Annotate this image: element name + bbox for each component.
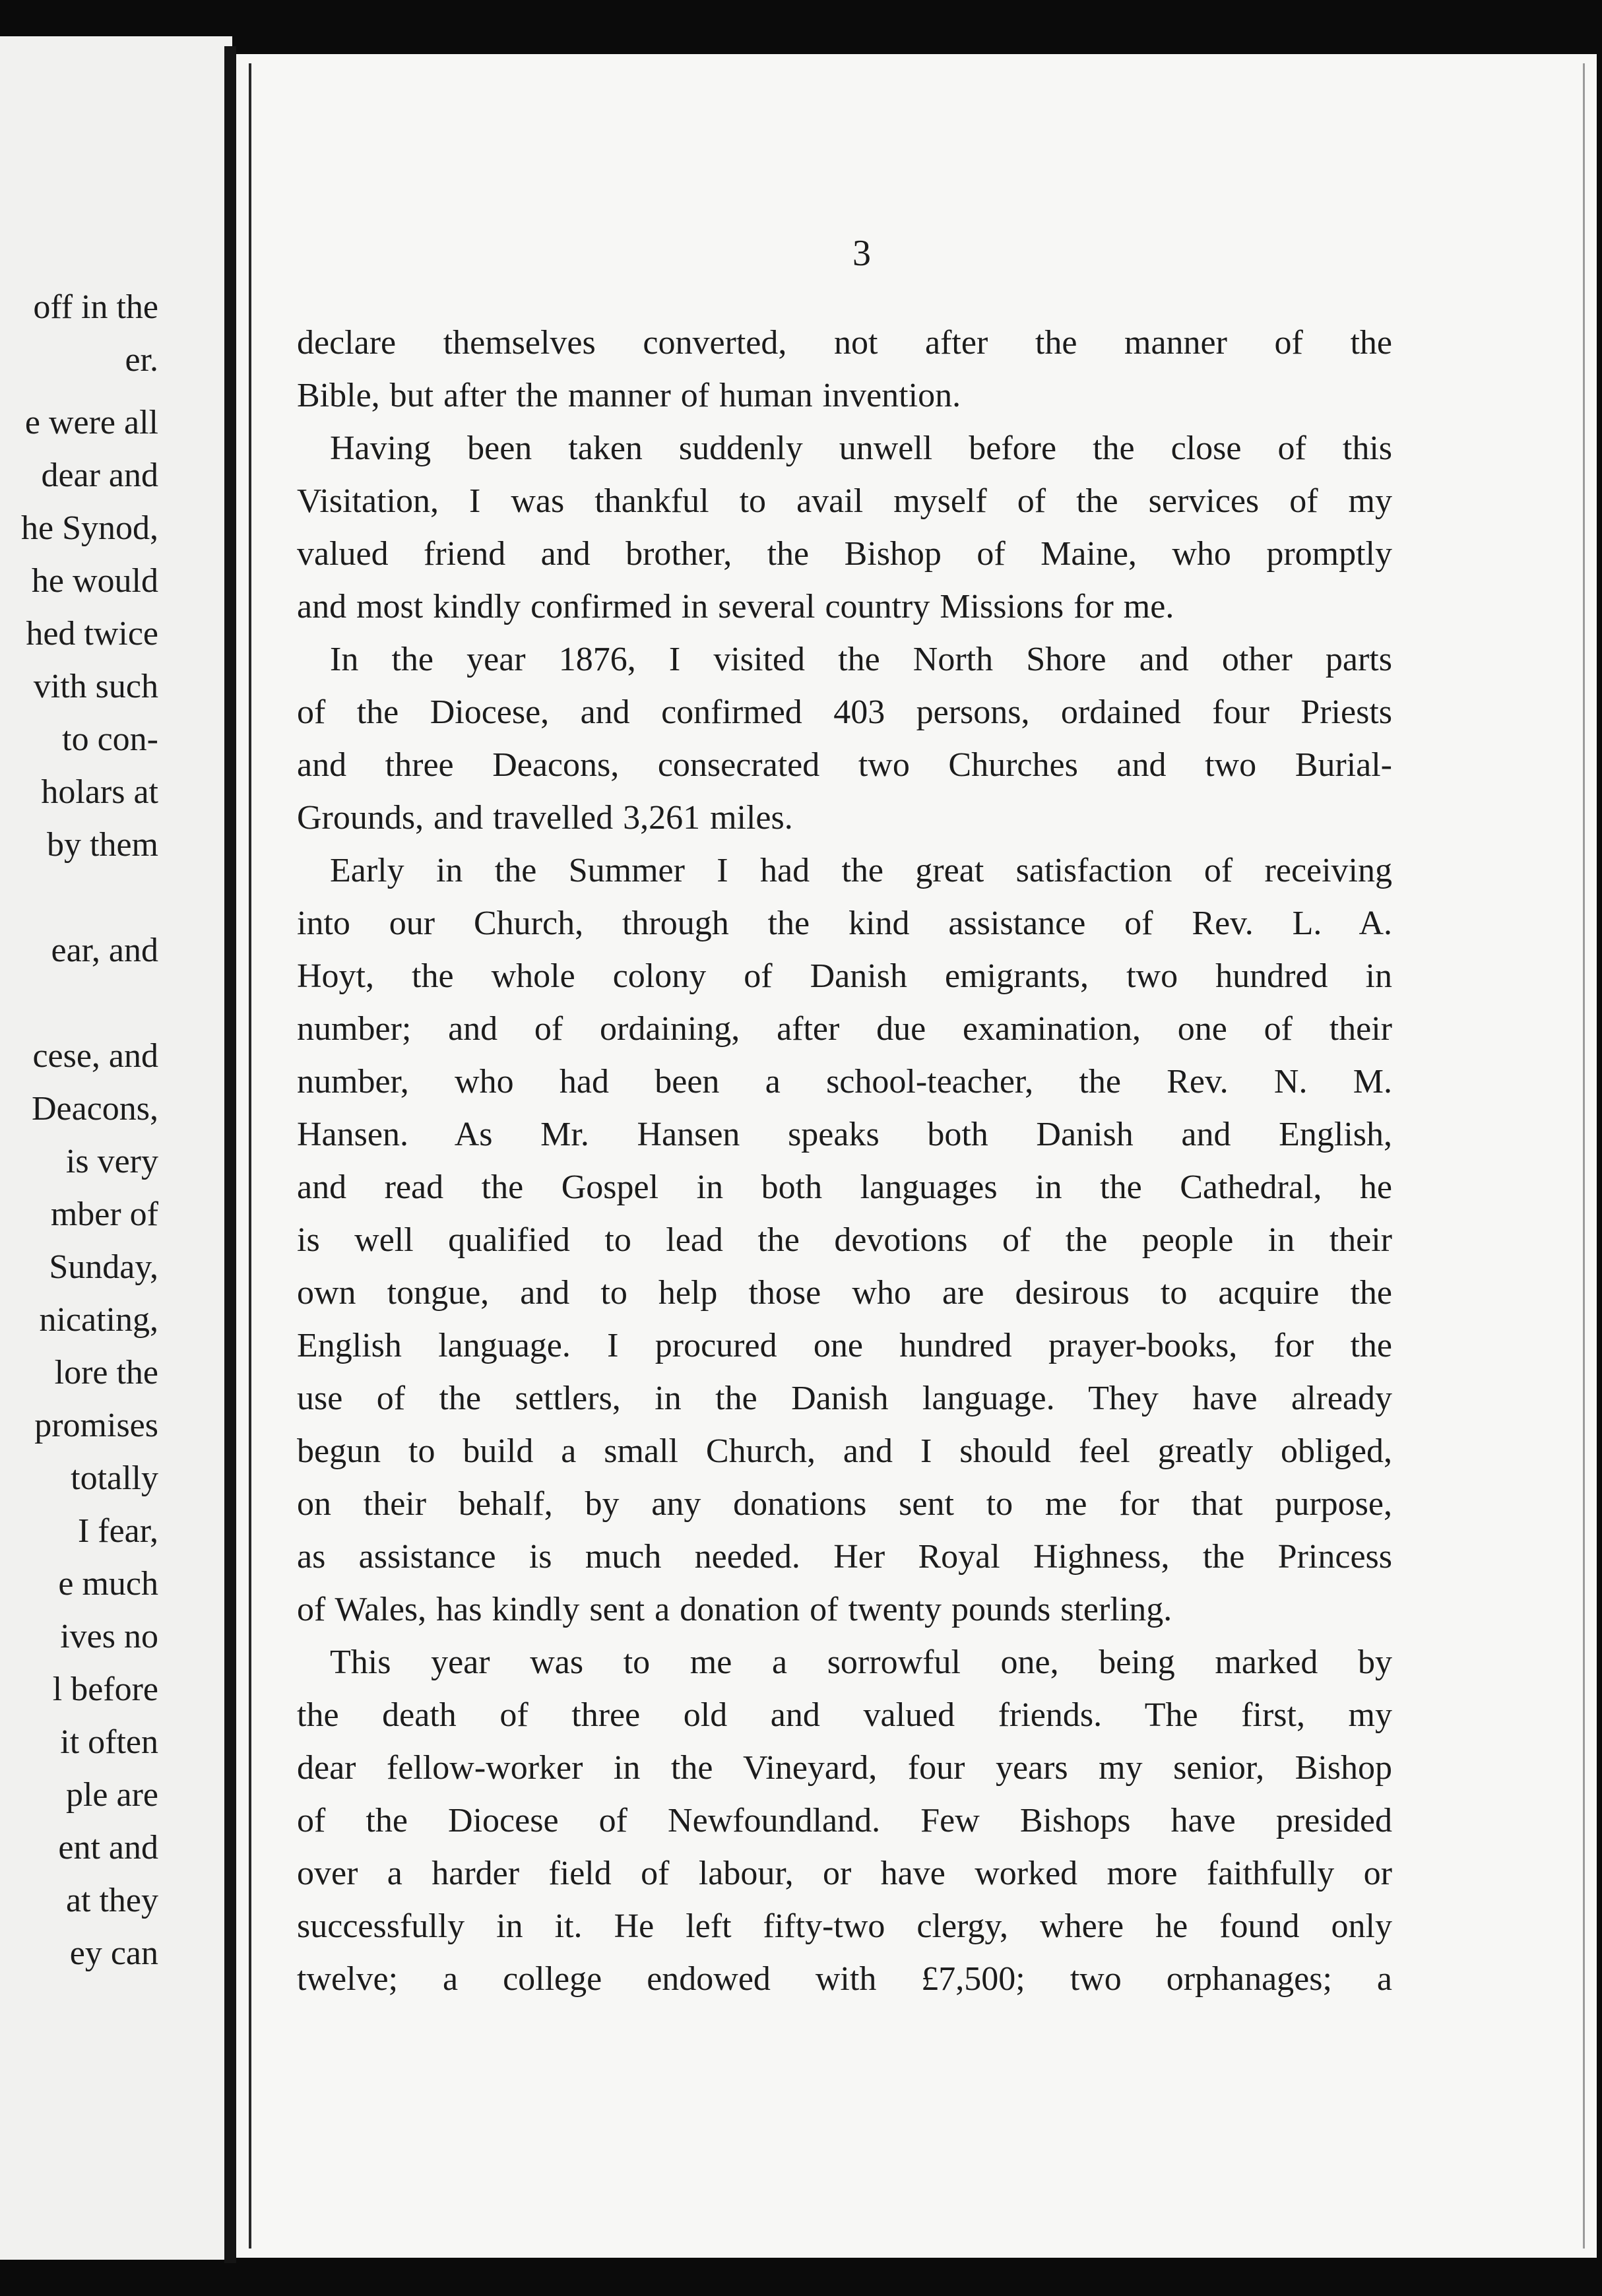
text-line: on their behalf, by any donations sent to me for that purpose, [297,1485,1392,1523]
previous-page-strip [0,36,232,2260]
body-text [297,317,1392,2006]
text-line: over a harder field of labour, or have worked more faithfully or [297,1855,1392,1892]
text-line: number, who had been a school-teacher, the Rev. N. M. [297,1063,1392,1100]
left-page-fragment: he would [31,562,158,600]
left-page-fragment: ear, and [51,932,158,969]
left-page-fragment: Deacons, [31,1090,158,1128]
book-gutter [224,46,236,2263]
text-line: successfully in it. He left fifty-two clergy, where he found only [297,1907,1392,1945]
bottom-edge [236,2258,1597,2296]
text-line: Visitation, I was thankful to avail myself of the services of my [297,482,1392,520]
text-line: of the Diocese of Newfoundland. Few Bishops have presided [297,1802,1392,1839]
left-page-fragment: l before [52,1671,158,1708]
text-line: Grounds, and travelled 3,261 miles. [297,799,793,837]
text-line: Hoyt, the whole colony of Danish emigrants, two hundred in [297,957,1392,995]
text-line: and read the Gospel in both languages in the Cathedral, he [297,1168,1392,1206]
text-line: English language. I procured one hundred prayer-books, for the [297,1327,1392,1364]
text-line: Early in the Summer I had the great satisfaction of receiving [330,852,1392,889]
left-page-fragment: promises [34,1407,158,1444]
left-page-fragment: e were all [24,404,158,441]
left-page-fragment: he Synod, [21,509,158,547]
text-line: and most kindly confirmed in several country Missions for me. [297,588,1174,625]
left-page-fragment: dear and [41,457,158,494]
left-page-fragment: ple are [65,1776,158,1814]
page-number: 3 [852,233,871,274]
text-line: Hansen. As Mr. Hansen speaks both Danish and English, [297,1116,1392,1153]
text-line: dear fellow-worker in the Vineyard, four years my senior, Bishop [297,1749,1392,1787]
left-page-fragment: is very [65,1143,158,1180]
left-page-fragment: at they [65,1882,158,1919]
left-page-fragment: ey can [69,1934,158,1972]
text-line: valued friend and brother, the Bishop of Maine, who promptly [297,535,1392,573]
text-line: Having been taken suddenly unwell before the close of this [330,430,1392,467]
left-page-fragment: ives no [60,1618,158,1655]
left-page-fragment: it often [60,1723,158,1761]
left-page-fragment: cese, and [32,1037,158,1075]
left-page-fragment: mber of [50,1196,158,1233]
text-line: and three Deacons, consecrated two Churches and two Burial- [297,746,1392,784]
left-page-fragment: er. [125,341,158,379]
text-line: This year was to me a sorrowful one, being marked by [330,1643,1392,1681]
left-page-fragment: I fear, [77,1512,158,1550]
left-page-fragment: totally [71,1459,158,1497]
left-page-fragment: lore the [54,1354,158,1391]
left-page-fragment: hed twice [26,615,158,653]
left-page-fragment: e much [58,1565,158,1603]
left-page-fragment: by them [47,826,158,864]
text-line: own tongue, and to help those who are desirous to acquire the [297,1274,1392,1312]
left-page-fragment: Sunday, [49,1248,158,1286]
left-page-fragment: ent and [58,1829,158,1866]
text-line: is well qualified to lead the devotions of the people in their [297,1221,1392,1259]
text-line: twelve; a college endowed with £7,500; two orphanages; a [297,1960,1392,1998]
text-line: into our Church, through the kind assistance of Rev. L. A. [297,905,1392,942]
left-page-fragment: off in the [33,288,158,326]
text-line: begun to build a small Church, and I should feel greatly obliged, [297,1432,1392,1470]
text-line: of the Diocese, and confirmed 403 persons, ordained four Priests [297,693,1392,731]
text-line: of Wales, has kindly sent a donation of twenty pounds sterling. [297,1591,1172,1628]
left-page-fragment: vith such [33,668,158,705]
text-line: Bible, but after the manner of human invention. [297,377,961,414]
left-page-fragment: holars at [41,773,158,811]
text-line: number; and of ordaining, after due examination, one of their [297,1010,1392,1048]
text-line: the death of three old and valued friends. The first, my [297,1696,1392,1734]
left-page-fragment: to con- [62,720,158,758]
text-line: declare themselves converted, not after the manner of the [297,324,1392,362]
text-line: In the year 1876, I visited the North Shore and other parts [330,641,1392,678]
text-line: as assistance is much needed. Her Royal Highness, the Princess [297,1538,1392,1576]
left-page-fragment: nicating, [39,1301,158,1339]
text-line: use of the settlers, in the Danish language. They have already [297,1380,1392,1417]
